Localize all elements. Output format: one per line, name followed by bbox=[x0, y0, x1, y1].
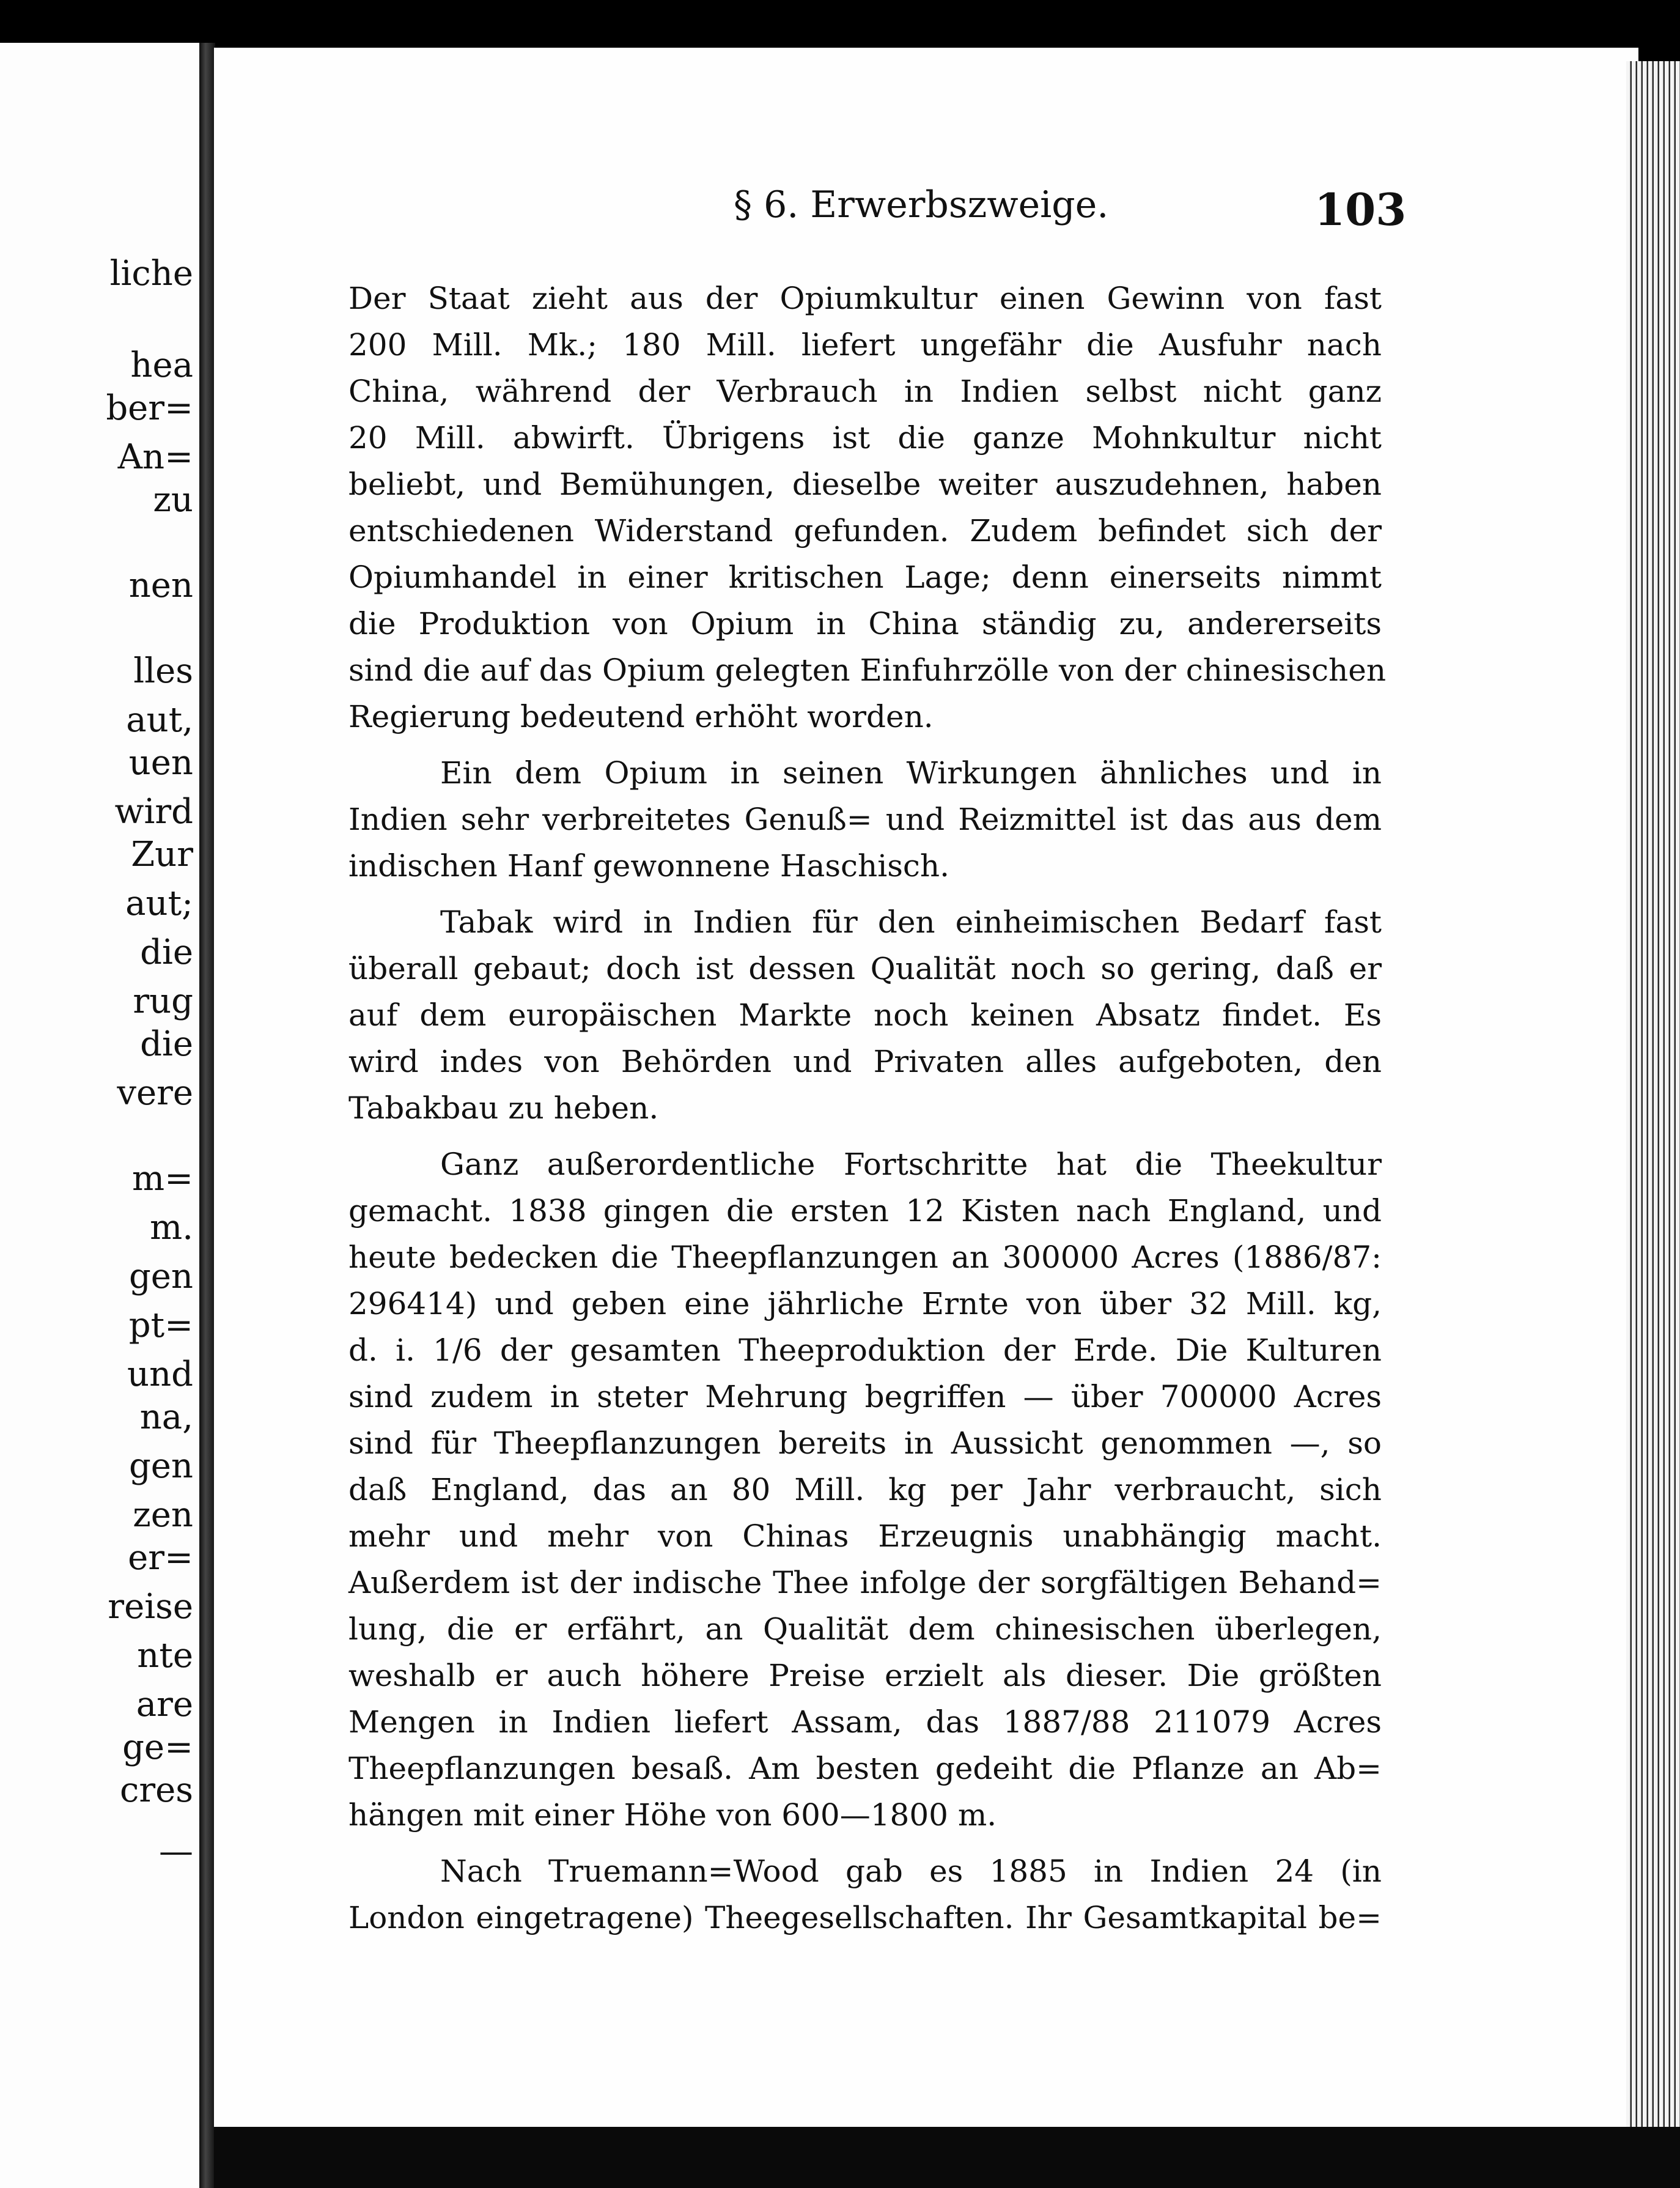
text-line: 200 Mill. Mk.; 180 Mill. liefert ungefähr die Ausfuhr nach bbox=[348, 327, 1382, 363]
text-line: lung, die er erfährt, an Qualität dem chinesischen überlegen, bbox=[348, 1611, 1382, 1647]
paragraph bbox=[348, 899, 1382, 1131]
text-line: gemacht. 1838 gingen die ersten 12 Kisten nach England, und bbox=[348, 1193, 1382, 1229]
facing-page-fragment: m= bbox=[131, 1159, 193, 1199]
text-line: indischen Hanf gewonnene Haschisch. bbox=[348, 848, 949, 884]
facing-page-fragment: zen bbox=[133, 1495, 193, 1535]
book-gutter bbox=[199, 43, 215, 2188]
facing-page-fragment: er= bbox=[128, 1538, 193, 1578]
facing-page-fragment: cres bbox=[119, 1770, 193, 1810]
text-line: sind für Theepflanzungen bereits in Aussicht genommen —, so bbox=[348, 1425, 1382, 1461]
facing-page-fragment: rug bbox=[133, 981, 193, 1021]
facing-page-fragment: are bbox=[136, 1685, 193, 1724]
facing-page-fragment: gen bbox=[128, 1446, 193, 1486]
text-line: Tabakbau zu heben. bbox=[348, 1090, 659, 1126]
text-line: Tabak wird in Indien für den einheimischen Bedarf fast bbox=[440, 904, 1382, 940]
text-line: Ein dem Opium in seinen Wirkungen ähnliches und in bbox=[440, 755, 1382, 791]
text-line: Ganz außerordentliche Fortschritte hat die Theekultur bbox=[440, 1147, 1382, 1182]
facing-page-fragment: wird bbox=[114, 792, 193, 832]
facing-page-fragment: m. bbox=[150, 1208, 193, 1247]
facing-page-fragment: ge= bbox=[122, 1728, 193, 1767]
paragraph bbox=[348, 1848, 1382, 1941]
text-line: weshalb er auch höhere Preise erzielt als dieser. Die größten bbox=[348, 1658, 1382, 1693]
facing-page-fragment: aut, bbox=[126, 700, 193, 740]
facing-page-fragment: vere bbox=[117, 1073, 193, 1113]
facing-page-fragment: uen bbox=[128, 743, 193, 783]
facing-page-fragment: — bbox=[159, 1831, 193, 1871]
facing-page-fragment: reise bbox=[108, 1587, 193, 1627]
text-line: wird indes von Behörden und Privaten alles aufgeboten, den bbox=[348, 1044, 1382, 1079]
text-line: Nach Truemann=Wood gab es 1885 in Indien 24 (in bbox=[440, 1854, 1382, 1889]
text-line: 296414) und geben eine jährliche Ernte von über 32 Mill. kg, bbox=[348, 1286, 1382, 1321]
text-line: heute bedecken die Theepflanzungen an 300000 Acres (1886/87: bbox=[348, 1240, 1382, 1275]
facing-page-fragment: liche bbox=[109, 254, 193, 294]
facing-page-fragment: gen bbox=[128, 1257, 193, 1296]
text-line: daß England, das an 80 Mill. kg per Jahr verbraucht, sich bbox=[348, 1472, 1382, 1507]
facing-page-fragment: nen bbox=[128, 566, 193, 605]
text-line: China, während der Verbrauch in Indien selbst nicht ganz bbox=[348, 374, 1382, 409]
text-line: die Produktion von Opium in China ständig zu, andererseits bbox=[348, 606, 1382, 641]
text-line: hängen mit einer Höhe von 600—1800 m. bbox=[348, 1797, 997, 1833]
paragraph bbox=[348, 750, 1382, 889]
text-line: Der Staat zieht aus der Opiumkultur einen Gewinn von fast bbox=[348, 281, 1382, 316]
facing-page-fragment: aut; bbox=[125, 884, 193, 923]
text-line: auf dem europäischen Markte noch keinen Absatz findet. Es bbox=[348, 997, 1382, 1033]
facing-page-fragment: An= bbox=[117, 437, 193, 477]
facing-page-fragment: lles bbox=[133, 651, 193, 691]
text-line: entschiedenen Widerstand gefunden. Zudem befindet sich der bbox=[348, 513, 1382, 549]
facing-page-fragment: nte bbox=[137, 1636, 193, 1676]
text-line: London eingetragene) Theegesellschaften. Ihr Gesamtkapital be= bbox=[348, 1900, 1382, 1935]
paragraph bbox=[348, 1141, 1382, 1838]
text-line: Theepflanzungen besaß. Am besten gedeiht die Pflanze an Ab= bbox=[348, 1751, 1382, 1786]
page-number: 103 bbox=[1314, 183, 1407, 235]
text-line: 20 Mill. abwirft. Übrigens ist die ganze Mohnkultur nicht bbox=[348, 420, 1382, 456]
facing-page-fragment: und bbox=[127, 1355, 193, 1394]
text-line: Mengen in Indien liefert Assam, das 1887/88 211079 Acres bbox=[348, 1704, 1382, 1740]
running-head: § 6. Erwerbszweige. bbox=[734, 183, 1109, 226]
paragraph bbox=[348, 275, 1387, 740]
page-edges bbox=[1626, 61, 1680, 2128]
text-line: überall gebaut; doch ist dessen Qualität noch so gering, daß er bbox=[348, 951, 1382, 986]
page-bottom-edge bbox=[214, 2127, 1680, 2188]
facing-page-fragment: Zur bbox=[131, 835, 193, 874]
text-line: Regierung bedeutend erhöht worden. bbox=[348, 699, 934, 734]
facing-page-fragment: zu bbox=[153, 480, 193, 520]
facing-page-fragment: pt= bbox=[128, 1306, 193, 1345]
facing-page-left bbox=[0, 43, 202, 2188]
facing-page-fragment: die bbox=[140, 1024, 193, 1064]
text-line: d. i. 1/6 der gesamten Theeproduktion der Erde. Die Kulturen bbox=[348, 1332, 1382, 1368]
text-line: sind die auf das Opium gelegten Einfuhrzölle von der chinesischen bbox=[348, 652, 1387, 688]
text-line: Außerdem ist der indische Thee infolge der sorgfältigen Behand= bbox=[348, 1565, 1382, 1600]
text-line: Opiumhandel in einer kritischen Lage; denn einerseits nimmt bbox=[348, 560, 1382, 595]
text-line: mehr und mehr von Chinas Erzeugnis unabhängig macht. bbox=[348, 1518, 1382, 1554]
facing-page-fragment: ber= bbox=[106, 388, 193, 428]
facing-page-fragment: die bbox=[140, 933, 193, 972]
facing-page-fragment: hea bbox=[130, 346, 193, 385]
text-line: beliebt, und Bemühungen, dieselbe weiter auszudehnen, haben bbox=[348, 467, 1382, 502]
body-text bbox=[348, 275, 1387, 1941]
text-line: Indien sehr verbreitetes Genuß= und Reizmittel ist das aus dem bbox=[348, 802, 1382, 837]
text-line: sind zudem in steter Mehrung begriffen — über 700000 Acres bbox=[348, 1379, 1382, 1414]
facing-page-fragment: na, bbox=[139, 1397, 193, 1437]
